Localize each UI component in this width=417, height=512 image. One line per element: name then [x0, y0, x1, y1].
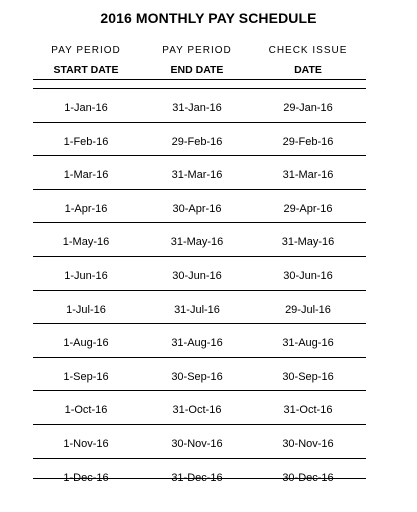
end-date-cell: 31-Aug-16	[171, 337, 223, 350]
table-row	[33, 357, 366, 391]
end-date-cell: 30-Sep-16	[171, 370, 223, 383]
start-date-cell: 1-Jan-16	[64, 102, 108, 114]
table-row	[33, 122, 366, 156]
check-date-cell: 30-Nov-16	[282, 437, 334, 450]
check-date-cell: 31-Mar-16	[282, 169, 334, 182]
start-date-cell: 1-Jun-16	[64, 269, 108, 282]
bottom-rule	[33, 478, 366, 479]
end-date-cell: 31-Jan-16	[172, 102, 222, 114]
table-row	[33, 155, 366, 189]
table-row	[33, 424, 366, 458]
check-date-cell: 29-Jan-16	[283, 102, 333, 114]
table-row	[33, 88, 366, 122]
header-end-line1: PAY PERIOD	[162, 45, 232, 56]
end-date-cell: 31-Mar-16	[171, 169, 223, 182]
check-date-cell: 29-Feb-16	[282, 135, 334, 148]
header-check-line2: DATE	[294, 64, 322, 76]
start-date-cell: 1-Apr-16	[64, 202, 108, 215]
check-date-cell: 30-Dec-16	[282, 471, 334, 484]
table-row	[33, 222, 366, 256]
header-end-line2: END DATE	[170, 64, 224, 76]
table-row	[33, 256, 366, 290]
check-date-cell: 30-Jun-16	[283, 269, 333, 282]
start-date-cell: 1-Nov-16	[63, 437, 109, 450]
check-date-cell: 31-May-16	[281, 236, 335, 249]
start-date-cell: 1-Mar-16	[63, 169, 109, 182]
header-start-line2: START DATE	[53, 64, 119, 76]
header-check-line1: CHECK ISSUE	[268, 45, 348, 56]
header-start-line1: PAY PERIOD	[51, 45, 121, 56]
header-divider	[33, 79, 366, 80]
end-date-cell: 31-May-16	[170, 236, 224, 249]
check-date-cell: 31-Oct-16	[283, 404, 333, 417]
end-date-cell: 30-Apr-16	[172, 202, 222, 215]
end-date-cell: 30-Nov-16	[171, 437, 223, 450]
check-date-cell: 29-Jul-16	[285, 303, 331, 316]
start-date-cell: 1-Sep-16	[63, 370, 109, 383]
start-date-cell: 1-Aug-16	[63, 337, 109, 350]
start-date-cell: 1-Jul-16	[66, 303, 106, 316]
start-date-cell: 1-Dec-16	[63, 471, 109, 484]
check-date-cell: 31-Aug-16	[282, 337, 334, 350]
start-date-cell: 1-Feb-16	[63, 135, 109, 148]
table-row	[33, 323, 366, 357]
check-date-cell: 29-Apr-16	[283, 202, 333, 215]
end-date-cell: 31-Oct-16	[172, 404, 222, 417]
schedule-table	[33, 88, 366, 491]
check-date-cell: 30-Sep-16	[282, 370, 334, 383]
end-date-cell: 31-Dec-16	[171, 471, 223, 484]
end-date-cell: 31-Jul-16	[174, 303, 220, 316]
start-date-cell: 1-Oct-16	[64, 404, 108, 417]
start-date-cell: 1-May-16	[62, 236, 110, 249]
table-row	[33, 390, 366, 424]
table-row	[33, 189, 366, 223]
end-date-cell: 30-Jun-16	[172, 269, 222, 282]
table-row	[33, 458, 366, 492]
table-row	[33, 290, 366, 324]
page-title: 2016 MONTHLY PAY SCHEDULE	[100, 10, 317, 26]
end-date-cell: 29-Feb-16	[171, 135, 223, 148]
